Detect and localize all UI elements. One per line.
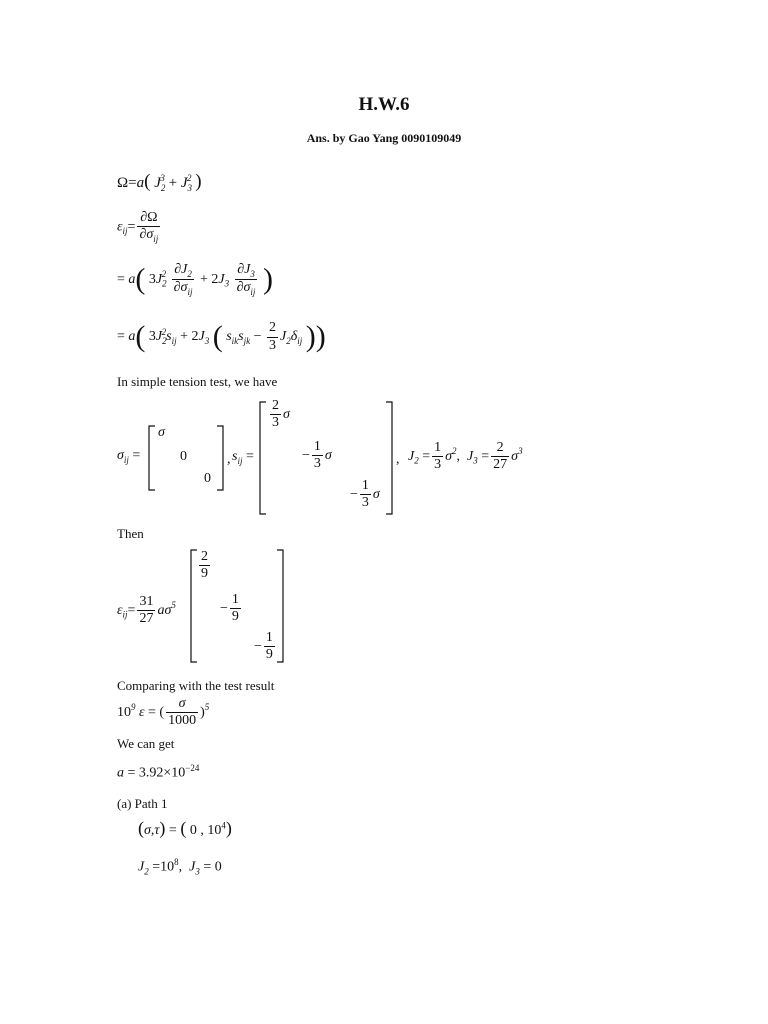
- stress-entry-22: 0: [180, 449, 187, 464]
- equation-invariants: $J_2$ = $\frac{1}{3}$ $\sigma^2$, $J_3$ = $\frac{2}{27}$ $\sigma^3$: [408, 440, 523, 473]
- equation-path1-state: (σ,τ) = ( 0 , $10^4$): [138, 818, 232, 838]
- stress-tensor-label: $\sigma_{ij}$ =: [117, 448, 141, 465]
- separator-comma-2: ,: [396, 452, 400, 467]
- deviator-label: $s_{ij}$ =: [232, 449, 254, 466]
- equation-path1-invariants: $J_2 =10^8$, $J_3 = 0$: [138, 857, 222, 877]
- deviator-entry-11: $\frac{2}{3}$ σ: [272, 398, 290, 431]
- equation-omega: Ω=a( $J_2^3 + J_3^2$ ): [117, 171, 202, 193]
- deviator-entry-33: − $\frac{1}{3}$ σ: [350, 478, 380, 511]
- text-comparing: Comparing with the test result: [117, 678, 275, 693]
- path-label: (a) Path 1: [117, 796, 168, 811]
- author-line: Ans. by Gao Yang 0090109049: [306, 131, 462, 145]
- equation-strain-definition: $\varepsilon_{ij}=$ $\frac{\partial\Omega}{\partial\sigma_{ij}}$: [117, 210, 159, 244]
- equation-test-result: $10^9$ ε = ( $\frac{\sigma}{1000}$ )$^5$: [117, 696, 210, 729]
- deviator-entry-22: − $\frac{1}{3}$ σ: [302, 439, 332, 472]
- separator-comma-1: ,: [227, 452, 231, 467]
- equation-strain-result: $\varepsilon_{ij}=$ $\frac{31}{27}$ $a\sigma^5$: [117, 594, 176, 627]
- strain-entry-33: − $\frac{1}{9}$: [254, 630, 273, 663]
- strain-entry-11: $\frac{2}{9}$: [201, 549, 208, 582]
- page-title: H.W.6: [358, 94, 410, 115]
- text-simple-tension: In simple tension test, we have: [117, 374, 278, 389]
- stress-entry-33: 0: [204, 471, 211, 486]
- strain-entry-22: − $\frac{1}{9}$: [220, 592, 239, 625]
- equation-strain-final: = a( $3J_2^2s_{ij} + 2J_3$ ( $s_{ik}s_{jk}$ − $\frac{2}{3}$ $J_2\delta_{ij}$ )): [117, 320, 326, 353]
- equation-strain-expansion: = a( $3J_2^2$ $\frac{\partial J_2}{\partial\sigma_{ij}}$ + $2J_3$ $\frac{\partial J_3}{\partial\sigma_{ij}}$ ): [117, 262, 273, 297]
- text-we-can-get: We can get: [117, 736, 175, 751]
- stress-entry-11: σ: [158, 425, 165, 440]
- text-then: Then: [117, 526, 144, 541]
- equation-a-value: $a = 3.92\times 10^{-24}$: [117, 763, 200, 781]
